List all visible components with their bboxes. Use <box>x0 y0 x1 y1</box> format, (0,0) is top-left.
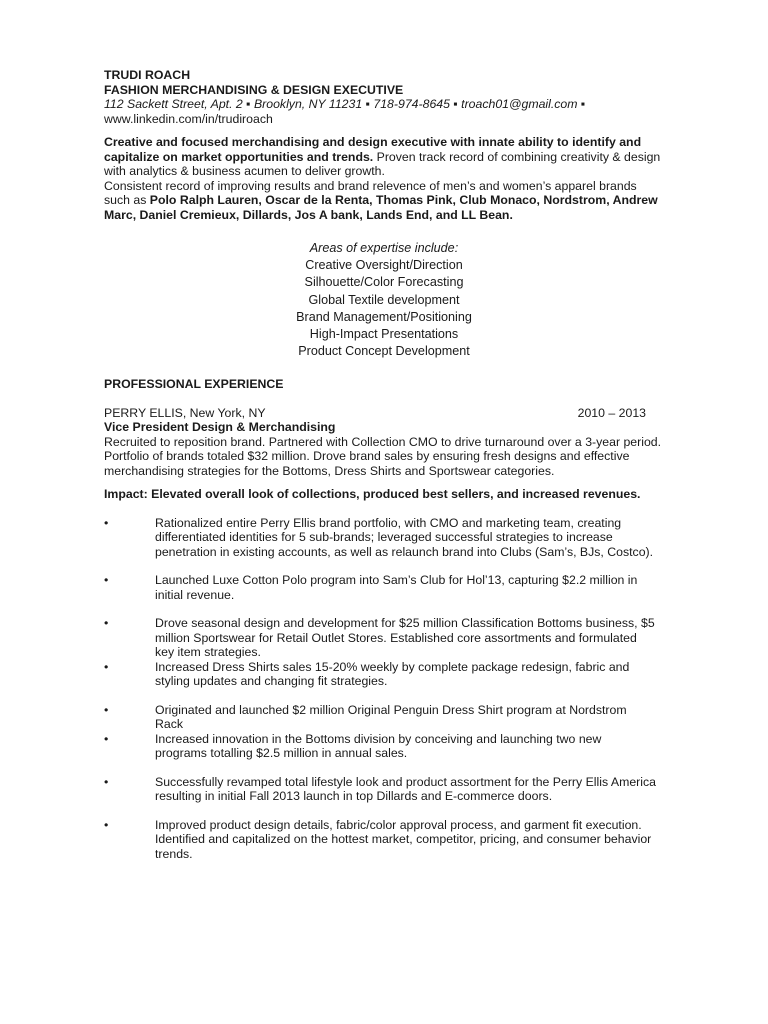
bullet-text: Successfully revamped total lifestyle look and product assortment for the Perry Ellis America resulting in initial Fall 2013 launch in top Dillards and E-commerce doors. <box>155 774 656 804</box>
bullet-item <box>104 775 664 804</box>
bullet-text: Launched Luxe Cotton Polo program into Sam’s Club for Hol’13, capturing $2.2 million in initial revenue. <box>155 573 638 602</box>
bullet-text: Improved product design details, fabric/color approval process, and garment fit execution. Identified and capitalized on the hottest market, competitor, pricing, and consumer behavior trends. <box>155 817 652 861</box>
experience-heading: PROFESSIONAL EXPERIENCE <box>104 377 284 392</box>
bullet-marker: • <box>104 659 109 674</box>
bullet-text: Increased innovation in the Bottoms division by conceiving and launching two new programs totalling $2.5 million in annual sales. <box>155 731 602 761</box>
job-header-row <box>104 406 664 421</box>
summary-p2-prefix: Consistent record of improving results and brand relevence of men’s and women’s apparel brands such as <box>104 178 637 207</box>
expertise-item: High-Impact Presentations <box>309 327 459 342</box>
summary-paragraph-2 <box>104 179 664 223</box>
linkedin-url[interactable]: www.linkedin.com/in/trudiroach <box>104 111 273 126</box>
expertise-item: Brand Management/Positioning <box>296 309 472 324</box>
job-description: Recruited to reposition brand. Partnered with Collection CMO to drive turnaround over a 3-year period. Portfolio of brands totaled $32 million. Drove brand sales by ensuring fresh designs and effective merchandising strategies for the Bottoms, Dress Shirts and Sportswear categories. <box>104 434 662 478</box>
candidate-name: TRUDI ROACH <box>104 68 191 82</box>
summary-lead-rest: Proven track record of combining creativity & design with analytics & business acumen to deliver growth. <box>104 149 661 178</box>
expertise-item: Creative Oversight/Direction <box>305 258 463 273</box>
bullet-text: Originated and launched $2 million Original Penguin Dress Shirt program at Nordstrom Rack <box>155 702 627 732</box>
bullet-item <box>104 573 664 602</box>
bullet-marker: • <box>104 702 109 717</box>
company-name: PERRY ELLIS, New York, NY <box>104 405 266 420</box>
bullet-item <box>104 818 664 862</box>
bullet-marker: • <box>104 817 109 832</box>
summary-paragraph-1 <box>104 135 664 179</box>
bullet-marker: • <box>104 731 109 746</box>
bullet-text: Drove seasonal design and development for $25 million Classification Bottoms business, $5 million Sportswear for Retail Outlet Stores. Established core assortments and formulated key item strategies. <box>155 616 655 660</box>
expertise-heading: Areas of expertise include: <box>309 241 459 255</box>
candidate-title: FASHION MERCHANDISING & DESIGN EXECUTIVE <box>104 82 404 97</box>
expertise-item: Silhouette/Color Forecasting <box>304 275 464 290</box>
resume-page <box>104 68 664 861</box>
contact-line: 112 Sackett Street, Apt. 2 ▪ Brooklyn, NY 11231 ▪ 718-974-8645 ▪ troach01@gmail.com ▪ <box>104 97 586 111</box>
expertise-block <box>104 240 664 360</box>
expertise-item: Global Textile development <box>308 292 460 307</box>
job-role: Vice President Design & Merchandising <box>104 420 336 435</box>
bullet-item <box>104 660 664 689</box>
bullet-item <box>104 703 664 732</box>
bullet-marker: • <box>104 573 109 588</box>
job-dates: 2010 – 2013 <box>577 405 646 420</box>
bullet-item <box>104 516 664 560</box>
bullet-marker: • <box>104 616 109 631</box>
bullet-marker: • <box>104 515 109 530</box>
bullet-text: Rationalized entire Perry Ellis brand portfolio, with CMO and marketing team, creating differentiated identities for 5 sub-brands; leveraged successful strategies to increase penetration in existing accounts, as well as relaunch brand into Clubs (Sam’s, BJs, Costco). <box>155 515 654 559</box>
expertise-item: Product Concept Development <box>298 344 470 359</box>
bullet-item <box>104 732 664 761</box>
job-impact: Impact: Elevated overall look of collections, produced best sellers, and increased revenues. <box>104 487 641 502</box>
summary-brands: Polo Ralph Lauren, Oscar de la Renta, Thomas Pink, Club Monaco, Nordstrom, Andrew Marc, Daniel Cremieux, Dillards, Jos A bank, Lands End, and LL Bean. <box>104 193 658 222</box>
bullet-text: Increased Dress Shirts sales 15-20% weekly by complete package redesign, fabric and styling updates and changing fit strategies. <box>155 659 630 689</box>
bullet-item <box>104 616 664 660</box>
bullet-marker: • <box>104 774 109 789</box>
summary-lead-bold: Creative and focused merchandising and design executive with innate ability to identify and capitalize on market opportunities and trends. <box>104 135 642 164</box>
